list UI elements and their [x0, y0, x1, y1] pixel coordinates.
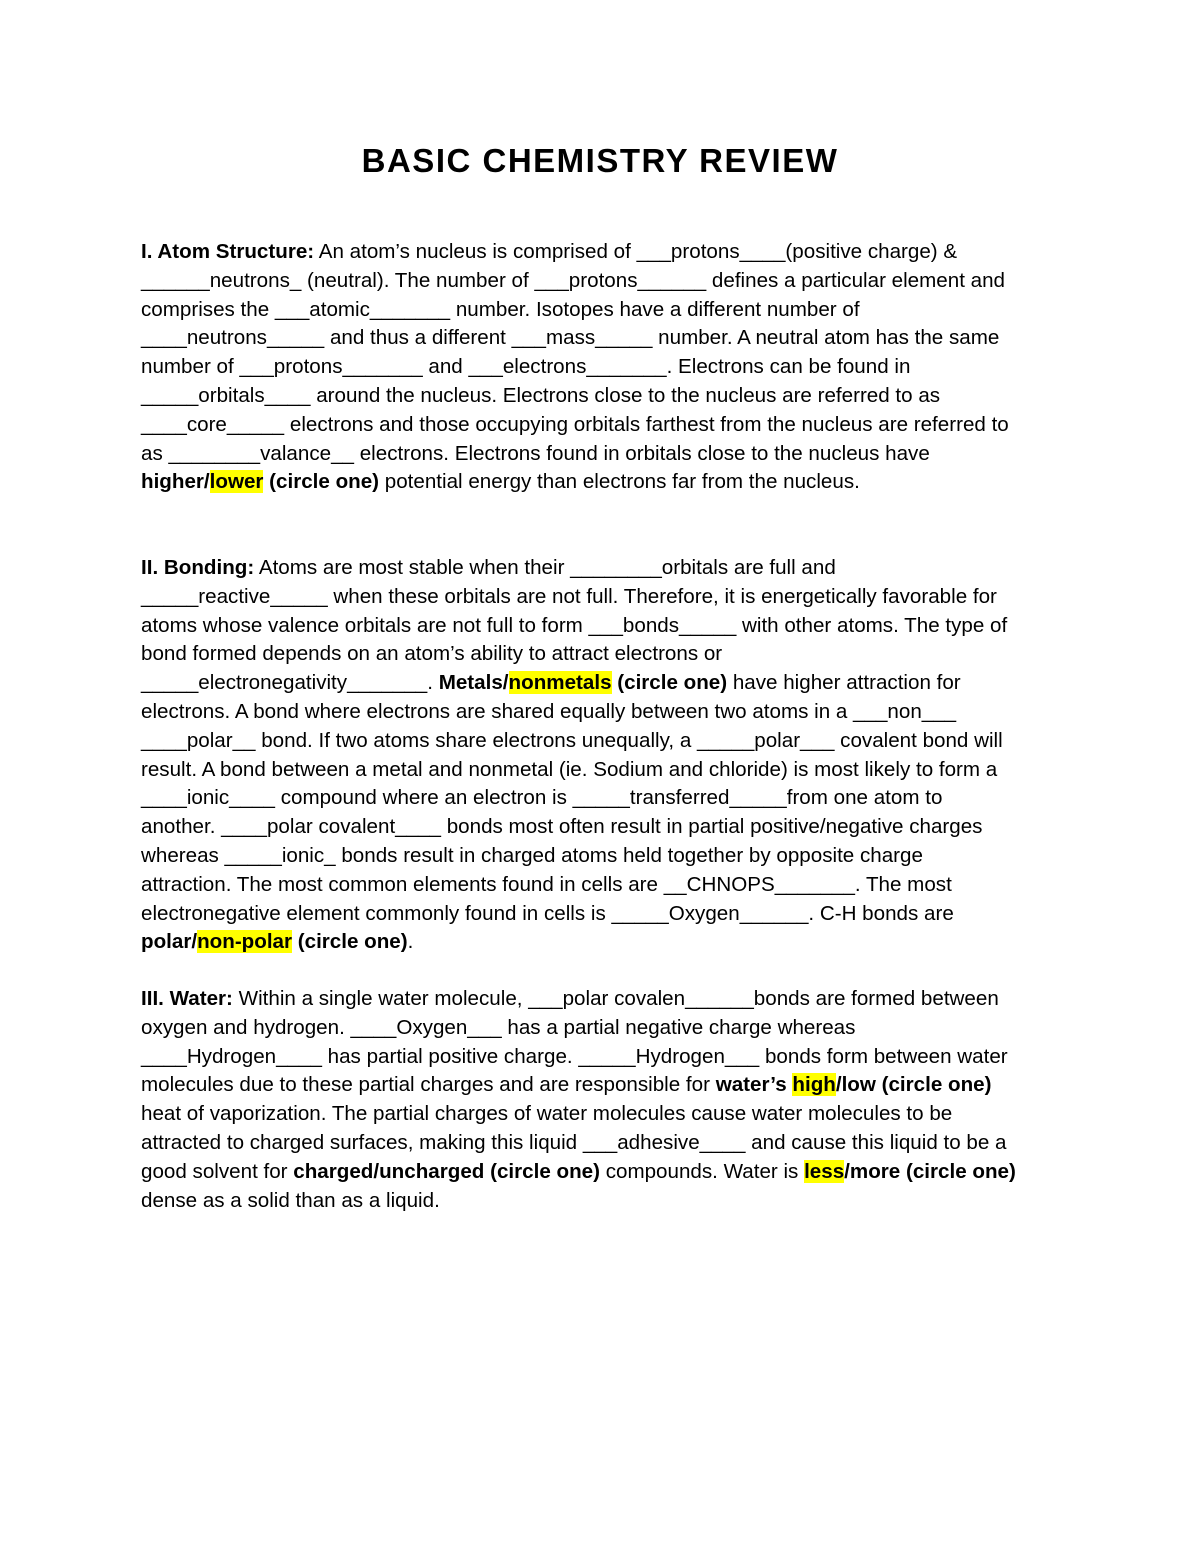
- section-heading: I. Atom Structure:: [141, 240, 315, 263]
- text-line: [141, 238, 1066, 267]
- text-line: ____neutrons_____ and thus a different ___mass_____ number. A neutral atom has the same: [141, 326, 1000, 350]
- text-line: attraction. The most common elements found in cells are __CHNOPS_______. The most: [141, 872, 952, 896]
- text-span: _____electronegativity_______.: [141, 671, 439, 695]
- text-line: [141, 928, 1066, 957]
- choice-option: higher/: [141, 470, 210, 494]
- highlighted-answer: less: [804, 1159, 845, 1183]
- bold-text: water’s: [715, 1073, 793, 1097]
- text-line: another. ____polar covalent____ bonds most often result in partial positive/negative charges: [141, 815, 983, 839]
- section-water: [141, 985, 1066, 1215]
- text-span: compounds. Water is: [599, 1159, 805, 1183]
- section-heading: II. Bonding:: [141, 556, 255, 579]
- text-line: heat of vaporization. The partial charges of water molecules cause water molecules to be: [141, 1102, 953, 1126]
- text-line: ____ionic____ compound where an electron is _____transferred_____from one atom to: [141, 786, 943, 810]
- choice-option: Metals/: [438, 671, 509, 695]
- text-line: [141, 669, 1066, 698]
- choice-option: /more (circle one): [844, 1159, 1016, 1183]
- highlighted-answer: high: [792, 1073, 836, 1097]
- text-line: number of ___protons_______ and ___electrons_______. Electrons can be found in: [141, 355, 911, 379]
- text-line: ____Hydrogen____ has partial positive charge. _____Hydrogen___ bonds form between water: [141, 1044, 1008, 1068]
- text-line: as ________valance__ electrons. Electrons found in orbitals close to the nucleus have: [141, 441, 930, 465]
- text-line: atoms whose valence orbitals are not full to form ___bonds_____ with other atoms. The type of: [141, 613, 1008, 637]
- text-line: ______neutrons_ (neutral). The number of ___protons______ defines a particular element and: [141, 268, 1006, 292]
- section-atom-structure: [141, 238, 1066, 497]
- section-heading: III. Water:: [141, 987, 233, 1010]
- text-line: electrons. A bond where electrons are shared equally between two atoms in a ___non___: [141, 699, 957, 723]
- text-span: An atom’s nucleus is comprised of ___protons____(positive charge) &: [314, 240, 958, 263]
- text-line: ____core_____ electrons and those occupying orbitals farthest from the nucleus are referred to: [141, 412, 1009, 436]
- text-span: Within a single water molecule, ___polar covalen______bonds are formed between: [232, 987, 999, 1010]
- text-span: Atoms are most stable when their ________orbitals are full and: [254, 556, 836, 579]
- text-span: have higher attraction for: [727, 671, 961, 695]
- text-line: bond formed depends on an atom’s ability to attract electrons or: [141, 642, 723, 666]
- highlighted-answer: lower: [209, 470, 264, 494]
- text-line: oxygen and hydrogen. ____Oxygen___ has a partial negative charge whereas: [141, 1015, 856, 1039]
- text-span: .: [407, 930, 414, 954]
- text-line: result. A bond between a metal and nonmetal (ie. Sodium and chloride) is most likely to form a: [141, 757, 998, 781]
- text-span: potential energy than electrons far from the nucleus.: [379, 470, 860, 494]
- choice-option: /low (circle one): [835, 1073, 992, 1097]
- highlighted-answer: non-polar: [197, 930, 293, 954]
- choice-option: polar/: [141, 930, 198, 954]
- text-line: _____orbitals____ around the nucleus. Electrons close to the nucleus are referred to as: [141, 383, 941, 407]
- text-line: [141, 468, 1066, 497]
- text-line: [141, 1071, 1066, 1100]
- circle-one-label: (circle one): [611, 671, 728, 695]
- section-bonding: [141, 554, 1066, 957]
- text-line: [141, 985, 1066, 1014]
- text-line: ____polar__ bond. If two atoms share electrons unequally, a _____polar___ covalent bond will: [141, 728, 1003, 752]
- highlighted-answer: nonmetals: [508, 671, 612, 695]
- text-line: _____reactive_____ when these orbitals are not full. Therefore, it is energetically favorable for: [141, 584, 997, 608]
- text-line: whereas _____ionic_ bonds result in charged atoms held together by opposite charge: [141, 843, 923, 867]
- text-line: [141, 1158, 1066, 1187]
- circle-one-label: (circle one): [292, 930, 408, 954]
- text-line: dense as a solid than as a liquid.: [141, 1188, 440, 1212]
- text-line: electronegative element commonly found in cells is _____Oxygen______. C-H bonds are: [141, 901, 954, 925]
- text-line: [141, 554, 1066, 583]
- text-line: comprises the ___atomic_______ number. Isotopes have a different number of: [141, 297, 860, 321]
- page-title: BASIC CHEMISTRY REVIEW: [361, 142, 839, 179]
- choice-option: charged/uncharged (circle one): [293, 1159, 600, 1183]
- circle-one-label: (circle one): [263, 470, 380, 494]
- text-span: good solvent for: [141, 1159, 294, 1183]
- text-span: molecules due to these partial charges and are responsible for: [141, 1073, 716, 1097]
- text-line: attracted to charged surfaces, making this liquid ___adhesive____ and cause this liquid to be a: [141, 1130, 1007, 1154]
